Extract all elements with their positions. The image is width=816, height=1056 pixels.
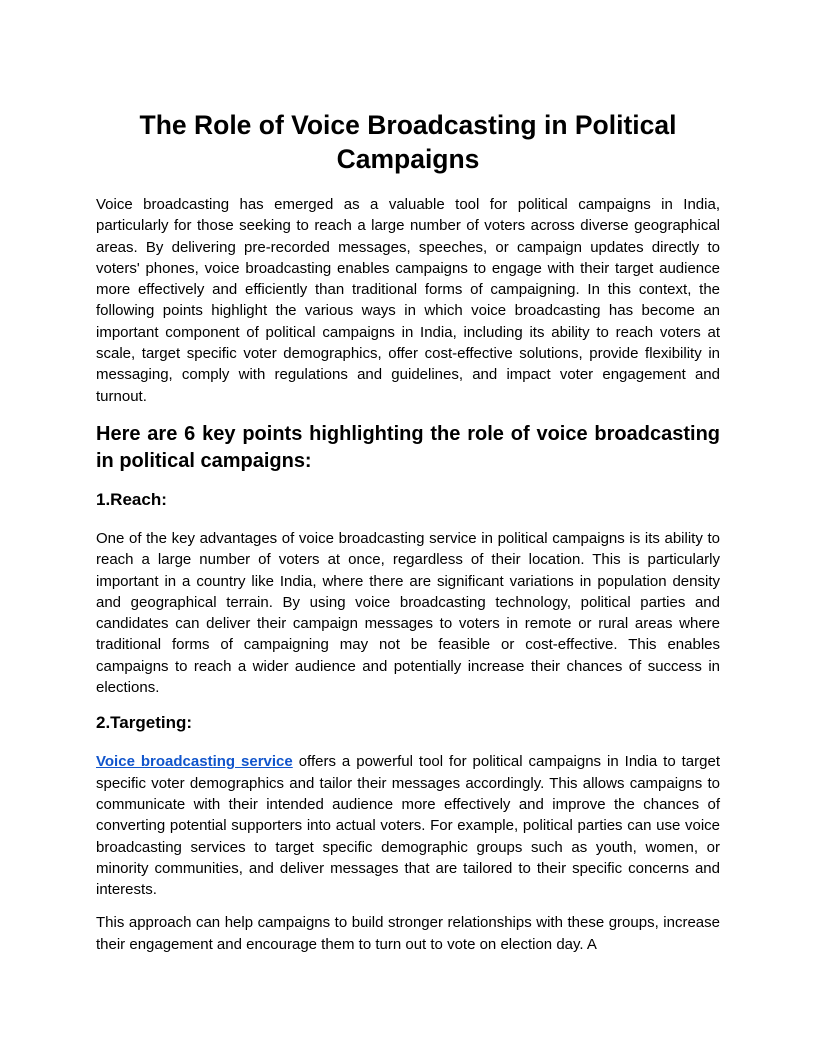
targeting-paragraph-2: This approach can help campaigns to build stronger relationships with these groups, increase their engagement and encourage them to turn out to vote on election day. A [96, 914, 720, 953]
reach-paragraph: One of the key advantages of voice broadcasting service in political campaigns is its ability to reach a large number of voters at once, regardless of their location. This is particularly important in a country like India, where there are significant variations in population density and geographical terrain. By using voice broadcasting technology, political parties and candidates can deliver their campaign messages to voters in remote or rural areas where traditional forms of campaigning may not be feasible or cost-effective. This enables campaigns to reach a wider audience and potentially increase their chances of success in elections. [96, 529, 720, 697]
reach-heading: 1.Reach: [96, 489, 167, 509]
document-title: The Role of Voice Broadcasting in Political Campaigns [139, 110, 677, 174]
targeting-paragraph [96, 751, 720, 900]
key-points-heading: Here are 6 key points highlighting the role of voice broadcasting in political campaigns: [96, 422, 720, 472]
voice-broadcasting-service-link[interactable]: Voice broadcasting service [96, 753, 293, 771]
intro-paragraph: Voice broadcasting has emerged as a valuable tool for political campaigns in India, particularly for those seeking to reach a large number of voters across diverse geographical areas. By delivering pre-recorded messages, speeches, or campaign updates directly to voters' phones, voice broadcasting enables campaigns to engage with their target audience more effectively and efficiently than traditional forms of campaigning. In this context, the following points highlight the various ways in which voice broadcasting has become an important component of political campaigns in India, including its ability to reach voters at scale, target specific voter demographics, offer cost-effective solutions, provide flexibility in messaging, comply with regulations and guidelines, and impact voter engagement and turnout. [96, 196, 720, 405]
targeting-heading: 2.Targeting: [96, 713, 193, 733]
targeting-paragraph-text: offers a powerful tool for political campaigns in India to target specific voter demographics and tailor their messages accordingly. This allows campaigns to communicate with their intended audience more effectively and improve the chances of converting potential supporters into actual voters. For example, political parties can use voice broadcasting services to target specific demographic groups such as youth, women, or minority communities, and deliver messages that are tailored to their specific concerns and interests. [96, 753, 721, 899]
document-page [96, 108, 720, 967]
